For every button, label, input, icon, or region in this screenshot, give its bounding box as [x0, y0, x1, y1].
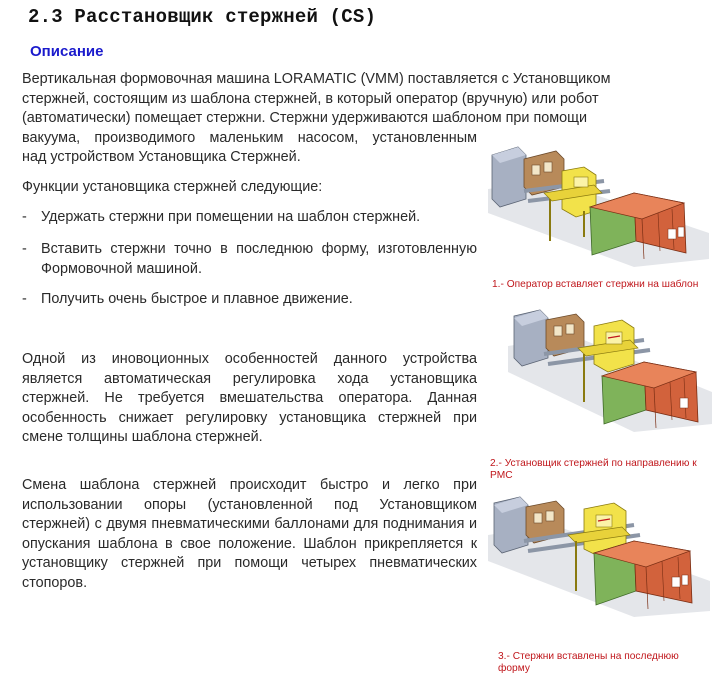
core-setter-step3-illustration [484, 491, 714, 619]
intro-line: (автоматически) помещает стержни. Стержни удерживаются шаблоном при помощи [22, 110, 588, 126]
core-setter-step2-illustration [484, 306, 714, 434]
figure-caption: 2.- Установщик стержней по направлению к PMC [490, 458, 697, 481]
bullet-dash: - [22, 241, 27, 257]
intro-line: над устройством Установщика Стержней. [22, 149, 301, 165]
function-item [22, 208, 477, 228]
intro-line: вакуума, производимого маленьким насосом, установленным [22, 129, 477, 146]
figure-caption: 1.- Оператор вставляет стержни на шаблон [492, 279, 699, 290]
function-item [22, 240, 477, 279]
bullet-dash: - [22, 291, 27, 307]
template-change-paragraph: Смена шаблона стержней происходит быстро и легко при использовании опоры (установленной под Установщиком стержней) с двумя пневматическими баллонами для поднимания и опускания шаблона в свое положение. Шаблон прикрепляется к установщику стержней при помощи четырех пневматических стопоров. [22, 477, 477, 591]
section-subtitle: Описание [30, 43, 104, 60]
bullet-dash: - [22, 209, 27, 225]
function-item-text: Вставить стержни точно в последнюю форму, изготовленную Формовочной машиной. [41, 241, 477, 277]
function-item [22, 290, 477, 310]
function-item-text: Удержать стержни при помещении на шаблон стержней. [41, 209, 421, 225]
functions-intro: Функции установщика стержней следующие: [22, 179, 323, 195]
page-title: 2.3 Расстановщик стержней (CS) [28, 6, 377, 28]
function-item-text: Получить очень быстрое и плавное движение. [41, 291, 353, 307]
intro-line: стержней, состоящим из шаблона стержней, в который оператор (вручную) или робот [22, 90, 599, 107]
innovation-paragraph: Одной из иновоционных особенностей данного устройства является автоматическая регулировка хода установщика стержней. Не требуется вмешательства оператора. Данная особенность снижает регулировку установщика стержней при смене толщины шаблона стержней. [22, 351, 477, 445]
figure-caption: 3.- Стержни вставлены на последнюю форму [498, 651, 679, 674]
intro-line: Вертикальная формовочная машина LORAMATIC (VMM) поставляется с Установщиком [22, 71, 611, 87]
core-setter-step1-illustration [484, 141, 714, 269]
